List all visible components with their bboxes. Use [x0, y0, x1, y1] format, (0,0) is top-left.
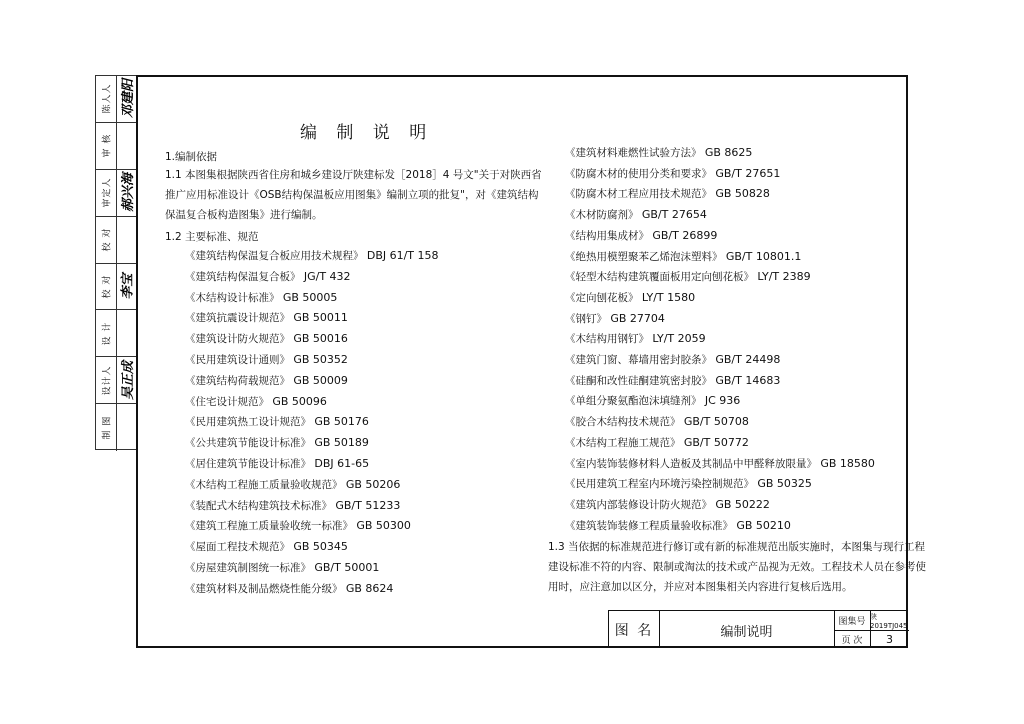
standard-code: GB/T 10801.1 — [725, 249, 802, 263]
signature-row — [96, 217, 136, 264]
signature-name: 李宝 — [120, 273, 136, 300]
signature-row — [96, 76, 136, 123]
standard-name: 《室内装饰装修材料人造板及其制品中甲醛释放限量》 — [565, 457, 817, 470]
page-title: 编 制 说 明 — [300, 123, 434, 143]
signature-role: 设计人 — [102, 365, 113, 396]
page-number-label: 页 次 — [841, 636, 863, 646]
signature-name: 邓建阳 — [120, 79, 136, 119]
standard-item — [185, 582, 393, 596]
signature-role: 陈人人 — [102, 83, 113, 114]
standard-item — [565, 291, 695, 305]
signature-role: 校 对 — [102, 227, 113, 252]
standard-name: 《住宅设计规范》 — [185, 395, 269, 408]
standard-code: JG/T 432 — [303, 269, 351, 283]
standard-code: JC 936 — [704, 394, 741, 408]
standard-code: GB/T 27654 — [641, 208, 707, 222]
standard-name: 《木结构工程施工质量验收规范》 — [185, 478, 343, 491]
standard-item — [565, 519, 791, 533]
standard-item — [185, 249, 439, 263]
standard-name: 《硅酮和改性硅酮建筑密封胶》 — [565, 374, 712, 387]
signature-name: 郝兴海 — [120, 173, 136, 213]
title-block — [608, 610, 908, 648]
standard-name: 《民用建筑设计通则》 — [185, 354, 290, 366]
paragraph-line: 建设标准不符的内容、限制或淘汰的技术或产品视为无效。工程技术人员在参考使 — [548, 561, 926, 573]
standard-item — [565, 436, 749, 450]
standard-item — [185, 457, 369, 471]
standard-name: 《木结构设计标准》 — [185, 291, 280, 304]
signature-role: 审 核 — [102, 133, 113, 158]
standard-name: 《木结构用钢钉》 — [565, 333, 649, 346]
standard-item — [185, 436, 369, 450]
standard-code: GB/T 51233 — [335, 498, 401, 512]
standard-item — [565, 270, 811, 284]
standard-name: 《公共建筑节能设计标准》 — [185, 437, 311, 450]
standard-name: 《建筑材料难燃性试验方法》 — [565, 147, 702, 159]
standard-code: DBJ 61-65 — [314, 457, 370, 470]
standard-code: GB/T 26899 — [652, 228, 718, 242]
standard-item — [565, 229, 717, 243]
standard-item — [565, 312, 665, 326]
paragraph-line: 推广应用标准设计《OSB结构保温板应用图集》编制立项的批复"，对《建筑结构 — [165, 189, 539, 201]
standard-code: GB 50828 — [715, 187, 770, 201]
paragraph-line: 1.3 当依据的标准规范进行修订或有新的标准规范出版实施时，本图集与现行工程 — [548, 541, 926, 553]
page-number: 3 — [886, 633, 893, 646]
standard-item — [185, 499, 400, 513]
standard-item — [185, 311, 348, 325]
standard-item — [565, 167, 780, 181]
paragraph-line: 保温复合板构造图集》进行编制。 — [165, 209, 323, 221]
standard-name: 《民用建筑热工设计规范》 — [185, 416, 311, 429]
standard-name: 《防腐木材的使用分类和要求》 — [565, 167, 712, 180]
standard-name: 《木结构工程施工规范》 — [565, 436, 681, 449]
standard-name: 《胶合木结构技术规范》 — [565, 416, 681, 429]
standard-code: GB 50009 — [293, 373, 348, 387]
standard-name: 《防腐木材工程应用技术规范》 — [565, 188, 712, 201]
standard-item — [185, 270, 351, 284]
standard-code: GB 50016 — [293, 332, 348, 346]
standard-code: GB 50011 — [293, 311, 348, 325]
standard-code: GB 50345 — [293, 540, 348, 554]
standard-code: GB/T 27651 — [715, 166, 781, 180]
standard-code: GB/T 24498 — [715, 353, 781, 366]
standard-code: GB 50005 — [282, 290, 338, 304]
signature-row — [96, 264, 136, 311]
standard-item — [185, 478, 400, 492]
paragraph-line: 1.1 本图集根据陕西省住房和城乡建设厅陕建标发［2018］4 号文"关于对陕西省 — [165, 169, 542, 181]
signature-row — [96, 357, 136, 404]
standard-name: 《木材防腐剂》 — [565, 209, 639, 222]
signature-role: 制 图 — [102, 415, 113, 440]
standard-code: GB/T 50001 — [314, 561, 380, 574]
standard-code: GB/T 50708 — [683, 415, 749, 429]
standard-item — [565, 415, 749, 429]
atlas-number-label: 图集号 — [838, 617, 866, 627]
signature-role: 校 对 — [102, 274, 113, 299]
standard-item — [565, 498, 770, 512]
standard-name: 《装配式木结构建筑技术标准》 — [185, 499, 332, 512]
standard-name: 《绝热用模塑聚苯乙烯泡沫塑料》 — [565, 250, 723, 263]
signature-row — [96, 123, 136, 170]
standard-item — [565, 353, 780, 367]
signature-name: 吴正成 — [120, 360, 136, 400]
standard-name: 《建筑抗震设计规范》 — [185, 312, 290, 325]
standard-item — [565, 332, 706, 346]
standard-item — [565, 457, 875, 471]
standard-code: GB 27704 — [610, 311, 665, 325]
standard-code: GB 50096 — [272, 394, 327, 408]
standard-item — [565, 187, 770, 201]
section-heading: 1.编制依据 — [165, 151, 218, 163]
standard-code: GB 50300 — [356, 519, 411, 533]
standard-code: LY/T 1580 — [641, 290, 696, 304]
standard-code: GB 50222 — [715, 497, 770, 511]
drawing-name: 编制说明 — [720, 624, 773, 640]
atlas-number: 陕2019TJ045 — [870, 612, 908, 630]
standard-name: 《建筑结构保温复合板》 — [185, 270, 301, 283]
standard-item — [185, 332, 348, 346]
standard-item — [565, 477, 812, 491]
standard-code: LY/T 2059 — [652, 332, 706, 346]
signature-role: 设 计 — [102, 321, 113, 346]
standard-code: GB 18580 — [820, 456, 875, 470]
standard-code: DBJ 61/T 158 — [366, 249, 439, 262]
standard-code: GB 50352 — [293, 353, 348, 366]
signature-strip — [95, 75, 136, 450]
standard-item — [185, 291, 337, 305]
standard-code: GB 50210 — [736, 518, 791, 532]
standard-name: 《建筑结构荷载规范》 — [185, 374, 290, 387]
standard-name: 《居住建筑节能设计标准》 — [185, 458, 311, 470]
standard-code: GB/T 50772 — [683, 435, 749, 449]
standard-code: GB 50189 — [314, 436, 369, 450]
standard-name: 《房屋建筑制图统一标准》 — [185, 562, 311, 574]
standard-item — [185, 353, 348, 367]
standard-item — [565, 208, 707, 222]
standard-item — [565, 146, 752, 160]
standard-name: 《定向刨花板》 — [565, 291, 639, 304]
standard-item — [185, 415, 369, 429]
signature-row — [96, 310, 136, 357]
standard-name: 《建筑结构保温复合板应用技术规程》 — [185, 250, 364, 262]
signature-row — [96, 404, 136, 451]
standard-name: 《结构用集成材》 — [565, 229, 649, 242]
standard-name: 《建筑材料及制品燃烧性能分级》 — [185, 582, 343, 595]
standard-code: GB 50206 — [345, 477, 401, 491]
standard-name: 《民用建筑工程室内环境污染控制规范》 — [565, 478, 754, 491]
drawing-name-label: 图 名 — [614, 623, 654, 639]
standard-name: 《单组分聚氨酯泡沫填缝剂》 — [565, 395, 702, 408]
standard-code: GB/T 14683 — [715, 373, 781, 387]
standard-name: 《建筑装饰装修工程质量验收标准》 — [565, 519, 733, 532]
section-heading: 1.2 主要标准、规范 — [165, 231, 259, 243]
standard-code: GB 50325 — [757, 477, 812, 491]
standard-code: GB 50176 — [314, 415, 369, 429]
standard-code: GB 8625 — [704, 146, 753, 159]
standard-name: 《钢钉》 — [565, 312, 607, 325]
standard-code: GB 8624 — [345, 581, 394, 595]
standard-item — [565, 394, 740, 408]
standard-name: 《建筑设计防火规范》 — [185, 333, 290, 346]
standard-name: 《建筑门窗、幕墙用密封胶条》 — [565, 354, 712, 366]
standard-name: 《建筑内部装修设计防火规范》 — [565, 498, 712, 511]
standard-name: 《建筑工程施工质量验收统一标准》 — [185, 520, 353, 533]
standard-item — [565, 250, 801, 264]
standard-item — [185, 519, 411, 533]
standard-name: 《屋面工程技术规范》 — [185, 541, 290, 554]
signature-role: 审定人 — [102, 177, 113, 208]
standard-item — [185, 395, 327, 409]
standard-item — [185, 374, 348, 388]
standard-item — [565, 374, 780, 388]
paragraph-line: 用时，应注意加以区分，并应对本图集相关内容进行复核后选用。 — [548, 581, 853, 593]
standard-name: 《轻型木结构建筑覆面板用定向刨花板》 — [565, 271, 754, 284]
standard-item — [185, 540, 348, 554]
standard-item — [185, 561, 379, 575]
standard-code: LY/T 2389 — [757, 270, 811, 284]
signature-row — [96, 170, 136, 217]
